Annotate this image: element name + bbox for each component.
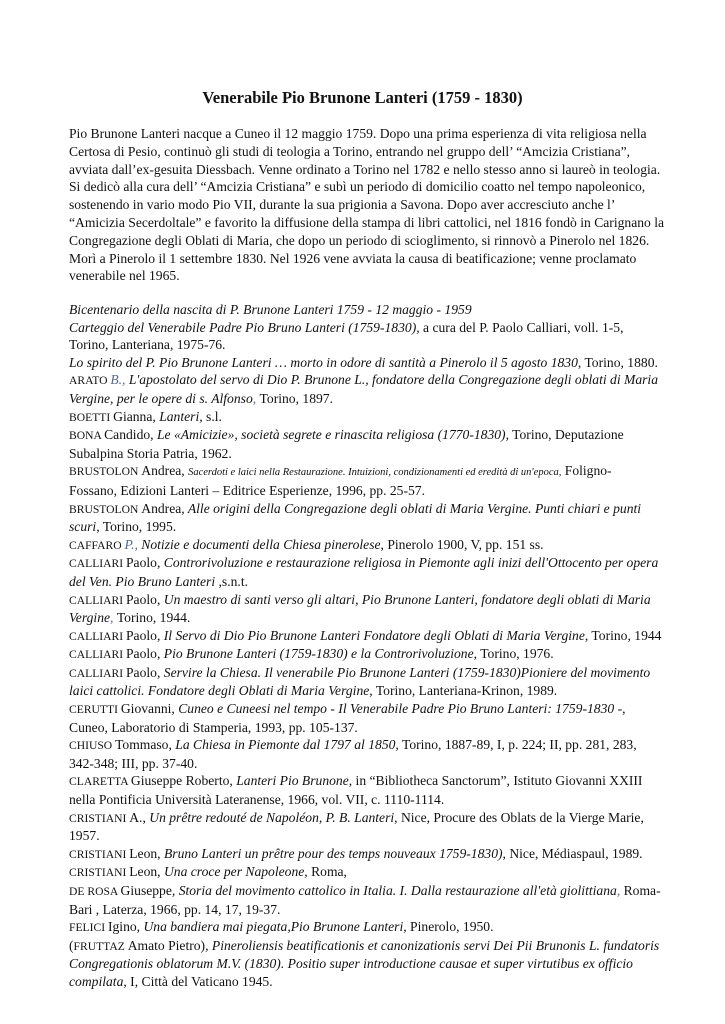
citation-author-surname: BRUSTOLON (69, 502, 142, 516)
paragraph-line: sostenendo in vario modo Pio VII, durante la sua prigionia a Savona. Dopo aver accresciuto anche l’ (69, 197, 616, 213)
citation-text: , in “Bibliotheca Sanctorum”, Istituto Giovanni XXIII (348, 773, 643, 789)
citation-line (69, 845, 669, 864)
citation-title: Lanteri, (159, 408, 203, 424)
citation-text: Paolo, (126, 555, 164, 571)
bibliography-entry (69, 627, 669, 646)
citation-author-surname: CALLIARI (69, 648, 126, 662)
citation-text: Giovanni, (120, 701, 179, 717)
citation-line (69, 700, 669, 719)
citation-initial: P., (124, 536, 142, 552)
bibliography-entry (69, 645, 669, 664)
citation-author-surname: BONA (69, 429, 105, 443)
citation-title: Cuneo e Cuneesi nel tempo - Il Venerabile Padre Pio Bruno Lanteri: 1759-1830 (178, 701, 615, 717)
bibliography-entry (69, 408, 669, 427)
bibliography-entry (69, 664, 669, 700)
citation-text: s.l. (202, 408, 222, 424)
bibliography-entry (69, 918, 669, 937)
paragraph-line: “Amicizia Secerdoltale” e favorito la diffusione della stampa di libri cattolici, nel 1816 fondò in Carignano la (69, 214, 665, 230)
bibliography-entry (69, 301, 669, 319)
citation-title: Il Servo di Dio Pio Brunone Lanteri Fondatore degli Oblati di Maria Vergine (163, 627, 585, 643)
citation-line (69, 863, 669, 882)
citation-text: , Torino, 1944 (584, 627, 662, 643)
citation-line (69, 591, 669, 610)
citation-line (69, 518, 669, 536)
citation-title: Un maestro di santi verso gli altari, Pio Brunone Lanteri, fondatore degli oblati di Maria (163, 591, 651, 607)
citation-text: Paolo, (126, 591, 164, 607)
citation-text: nella Pontificia Università Lateranense, 1966, vol. VII, c. 1110-1114. (69, 792, 445, 808)
citation-title: del Ven. Pio Bruno Lanteri (69, 573, 219, 589)
citation-line (69, 354, 669, 372)
citation-text: Foligno- (561, 463, 612, 479)
citation-line (69, 682, 669, 700)
citation-text: Amato Pietro) (127, 937, 206, 953)
citation-author-surname: CALLIARI (69, 666, 126, 680)
bibliography-entry (69, 882, 669, 918)
citation-text: Torino, 1897. (259, 390, 333, 406)
citation-initial: , (110, 610, 117, 626)
citation-title: L'apostolato del servo di Dio P. Brunone L., fondatore della Congregazione degli oblati di Maria (128, 372, 658, 388)
citation-author-surname: CRISTIANI (69, 811, 130, 825)
citation-line (69, 827, 669, 845)
citation-title: , Alle origini della Congregazione degli oblati di Maria Vergine. Punti chiari e punti (181, 500, 642, 516)
citation-text: Paolo, (126, 664, 164, 680)
citation-text: , I, Città del Vaticano 1945. (123, 973, 273, 989)
citation-title: Bicentenario della nascita di P. Brunone Lanteri 1759 - 12 maggio - 1959 (69, 302, 472, 317)
citation-author-surname: CALLIARI (69, 557, 126, 571)
citation-line (69, 627, 669, 646)
citation-title: Le «Amicizie», società segrete e rinascita religiosa (1770-1830), (156, 427, 509, 443)
citation-initial: , (616, 883, 624, 898)
citation-line (69, 664, 669, 683)
citation-title: Vergine (69, 610, 111, 626)
citation-title: Vergine, per le opere di s. Alfonso (69, 390, 253, 406)
citation-author-surname: FELICI (69, 921, 108, 935)
paragraph-line: Congregazione degli Oblati di Maria, che dopo un periodo di scioglimento, si rinnovò a Pinerolo nel 1826. (69, 232, 650, 248)
citation-title: , La Chiesa in Piemonte dal 1797 al 1850, (168, 737, 399, 753)
citation-text: Pinerolo, 1950. (406, 919, 494, 935)
citation-title: Una croce per Napoleone (163, 864, 305, 880)
citation-line (69, 609, 669, 627)
citation-author-surname: CLARETTA (69, 775, 131, 789)
bibliography-entry (69, 845, 669, 864)
citation-text: Giuseppe Roberto, (130, 773, 237, 789)
citation-text: Torino, 1944. (116, 610, 191, 626)
citation-text: 1957. (69, 828, 100, 844)
citation-title: laici cattolici. Fondatore degli Oblati di Maria Vergine (69, 683, 370, 699)
citation-title: Pio Brunone Lanteri (1759-1830) e la Controrivoluzione (163, 646, 474, 662)
citation-line (69, 445, 669, 463)
citation-title: Carteggio del Venerabile Padre Pio Bruno Lanteri (1759-1830), (69, 319, 420, 335)
citation-author-surname: CHIUSO (69, 739, 116, 753)
bibliography-entry (69, 462, 669, 499)
citation-line (69, 500, 669, 519)
citation-line (69, 426, 669, 445)
paragraph-line: Certosa di Pesio, continuò gli studi di teologia a Torino, entrando nel gruppo dell’ “Amcizia Cristiana”, (69, 143, 631, 159)
citation-text: Igino (107, 919, 137, 935)
citation-line (69, 390, 669, 408)
bibliography-list (69, 301, 669, 991)
citation-title: Notizie e documenti della Chiesa pinerolese (141, 536, 381, 552)
citation-line (69, 755, 669, 773)
citation-text: ,s.n.t. (218, 573, 248, 589)
citation-text: Andrea (141, 500, 182, 516)
paragraph-line: venerabile nel 1965. (69, 268, 180, 284)
citation-line (69, 319, 669, 337)
citation-line (69, 736, 669, 755)
citation-line (69, 882, 669, 901)
citation-text: 342-348; III, pp. 37-40. (69, 755, 198, 771)
citation-line (69, 772, 669, 791)
citation-title: Servire la Chiesa. Il venerabile Pio Brunone Lanteri (1759-1830)Pioniere del movimento (163, 664, 651, 680)
paragraph-line: Si dedicò alla cura dell’ “Amcizia Cristiana” e subì un periodo di domicilio coatto nel tempo napoleonico, (69, 179, 646, 195)
citation-line (69, 408, 669, 427)
citation-text: Giuseppe (120, 883, 172, 898)
citation-line (69, 645, 669, 664)
bibliography-entry (69, 354, 669, 372)
citation-line (69, 573, 669, 591)
bibliography-entry (69, 700, 669, 736)
citation-title: Sacerdoti e laici nella Restaurazione. Intuizioni, condizionamenti ed eredità di un'epoca, (188, 467, 562, 479)
citation-text: Gianna, (113, 408, 160, 424)
citation-line (69, 937, 669, 956)
citation-text: Paolo, (126, 627, 164, 643)
citation-author-surname: FRUTTAZ (73, 939, 128, 953)
citation-text: Torino, Deputazione (508, 427, 624, 443)
page-title: Venerabile Pio Brunone Lanteri (1759 - 1830) (202, 88, 523, 107)
citation-title: compilata (69, 973, 124, 989)
citation-author-surname: BRUSTOLON (69, 465, 142, 479)
bibliography-entry (69, 500, 669, 536)
citation-line (69, 371, 669, 390)
citation-text: , Torino, 1880. (577, 354, 658, 370)
citation-title: scuri (69, 519, 97, 535)
citation-text: Nice, Procure des Oblats de la Vierge Marie, (397, 809, 644, 825)
citation-text: Leon, (129, 845, 164, 861)
bibliography-entry (69, 536, 669, 555)
citation-line (69, 301, 669, 319)
citation-text: Roma- (623, 883, 661, 898)
citation-line (69, 554, 669, 573)
citation-text: , Torino, 1976. (473, 646, 554, 662)
citation-text: Subalpina Storia Patria, 1962. (69, 445, 232, 461)
citation-line (69, 973, 669, 991)
citation-line (69, 482, 669, 500)
citation-author-surname: CALLIARI (69, 629, 126, 643)
citation-author-surname: DE ROSA (69, 885, 121, 898)
citation-text: A., (129, 809, 150, 825)
citation-title: Lanteri Pio Brunone (236, 773, 349, 789)
citation-author-surname: CAFFARO (69, 538, 125, 552)
bibliography-entry (69, 937, 669, 991)
citation-text: , Pinerolo 1900, V, pp. 151 ss. (380, 536, 544, 552)
citation-author-surname: CRISTIANI (69, 847, 130, 861)
citation-text: Andrea, (141, 463, 189, 479)
citation-text: -, (614, 701, 626, 717)
citation-text: , Torino, Lanteriana-Krinon, 1989. (369, 683, 558, 699)
citation-line (69, 536, 669, 555)
bibliography-entry (69, 736, 669, 772)
citation-author-surname: BOETTI (69, 410, 114, 424)
citation-title: Controrivoluzione e restaurazione religiosa in Piemonte agli inizi dell'Ottocento per opera (163, 555, 659, 571)
citation-initial: B., (110, 372, 129, 388)
paragraph-line: Pio Brunone Lanteri nacque a Cuneo il 12 maggio 1759. Dopo una prima esperienza di vita religiosa nella (69, 126, 647, 141)
citation-text: Paolo, (126, 646, 164, 662)
citation-text: a cura del P. Paolo Calliari, voll. 1-5, (419, 319, 624, 335)
citation-author-surname: CALLIARI (69, 593, 126, 607)
citation-title: Un prêtre redouté de Napoléon, P. B. Lanteri, (149, 809, 398, 825)
citation-line (69, 336, 669, 354)
paragraph-line: avviata dall’ex-gesuita Diessbach. Venne ordinato a Torino nel 1782 e nello stesso anno si laureò in teologia. (69, 161, 661, 177)
citation-author-surname: ARATO (69, 374, 111, 388)
citation-text: Candido, (104, 427, 157, 443)
citation-text: Tommaso (115, 737, 169, 753)
citation-initial: , (252, 390, 260, 406)
bibliography-entry (69, 591, 669, 627)
citation-author-surname: CERUTTI (69, 703, 121, 717)
citation-title: Lo spirito del P. Pio Brunone Lanteri … morto in odore di santità a Pinerolo il 5 agosto 1830 (69, 354, 578, 370)
citation-title: , Pineroliensis beatificationis et canonizationis servi Dei Pii Brunonis L. fundatoris (205, 937, 660, 953)
citation-text: Torino, Lanteriana, 1975-76. (69, 337, 226, 353)
citation-title: , Storia del movimento cattolico in Italia. I. Dalla restaurazione all'età giolittiana (171, 883, 617, 898)
citation-title: Bruno Lanteri un prêtre pour des temps nouveaux 1759-1830) (163, 845, 503, 861)
citation-line (69, 719, 669, 737)
citation-line (69, 462, 669, 482)
paragraph-line: Morì a Pinerolo il 1 settembre 1830. Nel 1926 vene avviata la causa di beatificazione; venne proclamato (69, 250, 637, 266)
bibliography-entry (69, 772, 669, 808)
citation-text: Bari , Laterza, 1966, pp. 14, 17, 19-37. (69, 901, 281, 917)
citation-text: Leon, (129, 864, 164, 880)
citation-line (69, 901, 669, 919)
citation-text: , Torino, 1995. (96, 519, 177, 535)
citation-title: Congregationis oblatorum M.V. (1830). Positio super introductione causae et super virtutibus ex officio (69, 956, 633, 972)
bibliography-entry (69, 809, 669, 845)
citation-text: , Nice, Médiaspaul, 1989. (502, 845, 643, 861)
biography-paragraph (69, 125, 669, 285)
citation-author-surname: CRISTIANI (69, 866, 130, 880)
citation-text: Torino, 1887-89, I, p. 224; II, pp. 281, 283, (398, 737, 637, 753)
bibliography-entry (69, 371, 669, 407)
bibliography-entry (69, 863, 669, 882)
citation-line (69, 791, 669, 809)
citation-title: , Una bandiera mai piegata,Pio Brunone Lanteri, (136, 919, 407, 935)
citation-line (69, 955, 669, 973)
bibliography-entry (69, 426, 669, 462)
citation-text: Cuneo, Laboratorio di Stamperia, 1993, pp. 105-137. (69, 719, 358, 735)
bibliography-entry (69, 554, 669, 590)
citation-text: , Roma, (304, 864, 347, 880)
citation-line (69, 809, 669, 828)
citation-line (69, 918, 669, 937)
citation-text: Fossano, Edizioni Lanteri – Editrice Esperienze, 1996, pp. 25-57. (69, 482, 425, 498)
bibliography-entry (69, 319, 669, 354)
citation-text: ( (69, 937, 74, 953)
